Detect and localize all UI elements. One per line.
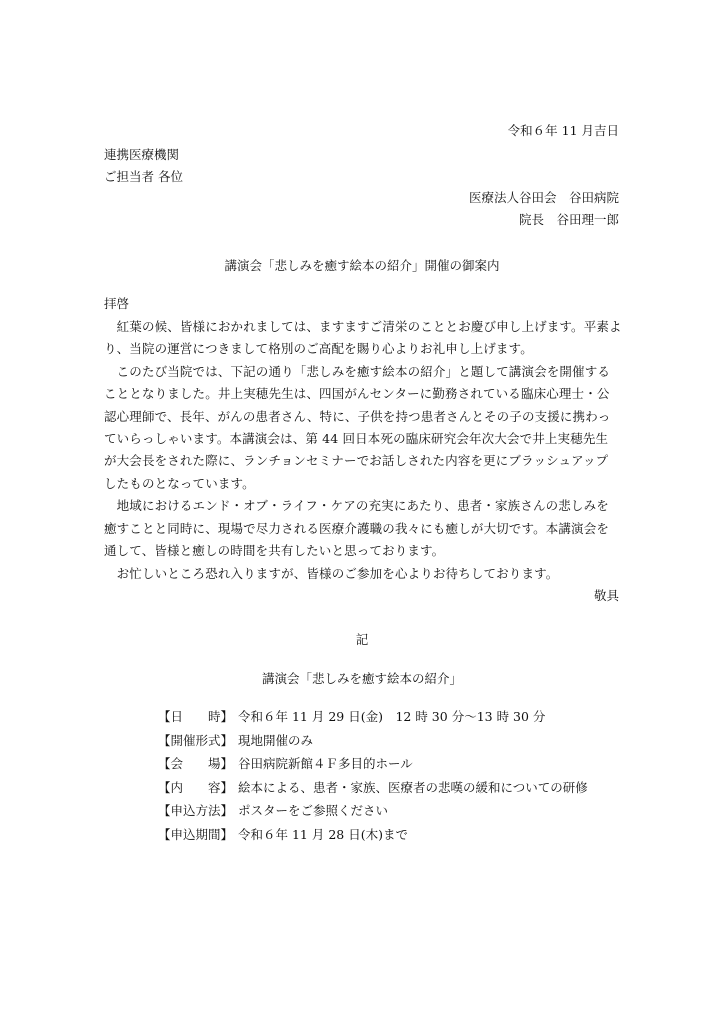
detail-label: 【日 時】 <box>158 709 234 724</box>
body-line: したものとなっています。 <box>104 476 255 491</box>
recipient-person: ご担当者 各位 <box>104 169 183 184</box>
detail-label: 【申込期間】 <box>158 826 234 842</box>
detail-label: 【開催形式】 <box>158 732 234 748</box>
letter-subject: 講演会「悲しみを癒す絵本の紹介」開催の御案内 <box>224 258 500 273</box>
body-line: このたび当院では、下記の通り「悲しみを癒す絵本の紹介」と題して講演会を開催する <box>104 364 611 379</box>
ki-heading: 記 <box>355 632 369 647</box>
closing: 敬具 <box>593 588 619 603</box>
detail-row-application-method <box>158 803 638 827</box>
detail-label: 【会 場】 <box>158 756 234 771</box>
detail-label: 【申込方法】 <box>158 803 234 818</box>
body-line: こととなりました。井上実穂先生は、四国がんセンターに勤務されている臨床心理士・公 <box>104 386 610 401</box>
detail-value: ポスターをご参照ください <box>238 803 389 818</box>
sender-organization: 医療法人谷田会 谷田病院 <box>468 190 619 205</box>
recipient-organization: 連携医療機関 <box>104 147 180 162</box>
body-line: お忙しいところ恐れ入りますが、皆様のご参加を心よりお待ちしております。 <box>104 566 559 581</box>
detail-value: 令和６年 11 月 28 日(木)まで <box>238 826 408 842</box>
letter-date: 令和６年 11 月吉日 <box>507 123 619 138</box>
detail-value: 絵本による、患者・家族、医療者の悲嘆の緩和についての研修 <box>238 779 588 795</box>
detail-row-content <box>158 780 638 804</box>
detail-row-application-period <box>158 827 638 851</box>
detail-value: 令和６年 11 月 29 日(金) 12 時 30 分～13 時 30 分 <box>238 709 546 724</box>
event-title: 講演会「悲しみを癒す絵本の紹介」 <box>261 671 462 686</box>
event-details <box>158 709 638 850</box>
salutation: 拝啓 <box>104 296 130 311</box>
detail-row-format <box>158 733 638 757</box>
body-line: が大会長をされた際に、ランチョンセミナーでお話しされた内容を更にブラッシュアップ <box>104 453 609 468</box>
detail-value: 谷田病院新館４Ｆ多目的ホール <box>238 756 413 771</box>
body-line: り、当院の運営につきまして格別のご高配を賜り心よりお礼申し上げます。 <box>104 341 533 356</box>
body-line: 癒すことと同時に、現場で尽力される医療介護職の我々にも癒しが大切です。本講演会を <box>104 521 610 536</box>
body-line: 紅葉の候、皆様におかれましては、ますますご清栄のこととお慶び申し上げます。平素よ <box>104 319 622 334</box>
detail-value: 現地開催のみ <box>238 732 314 748</box>
detail-row-venue <box>158 756 638 780</box>
body-line: ていらっしゃいます。本講演会は、第 44 回日本死の臨床研究会年次大会で井上実穂先生 <box>104 431 609 446</box>
sender-name: 院長 谷田理一郎 <box>518 212 619 227</box>
body-line: 認心理師で、長年、がんの患者さん、特に、子供を持つ患者さんとその子の支援に携わっ <box>104 409 611 424</box>
body-line: 地域におけるエンド・オブ・ライフ・ケアの充実にあたり、患者・家族さんの悲しみを <box>104 498 609 513</box>
detail-label: 【内 容】 <box>158 779 234 795</box>
body-line: 通して、皆様と癒しの時間を共有したいと思っております。 <box>104 543 445 558</box>
detail-row-datetime <box>158 709 638 733</box>
